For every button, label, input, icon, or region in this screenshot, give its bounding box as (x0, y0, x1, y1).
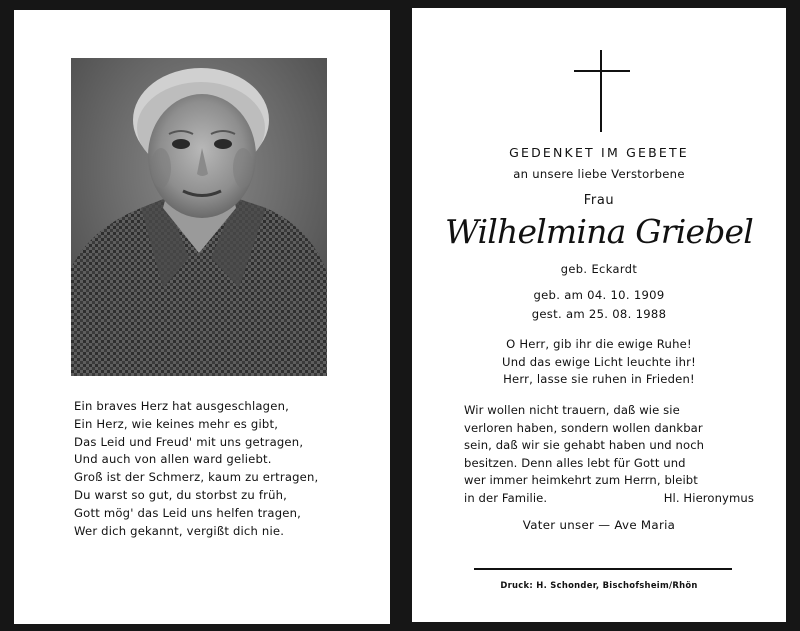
poem (74, 398, 374, 540)
quote-line-text: Wir wollen nicht trauern, daß wie sie (464, 403, 680, 417)
portrait-photo (71, 58, 327, 376)
quote-line (464, 455, 754, 473)
quote-line-text: verloren haben, sondern wollen dankbar (464, 420, 703, 435)
heading: GEDENKET IM GEBETE (509, 145, 689, 160)
maiden-name: geb. Eckardt (560, 262, 638, 276)
divider (474, 568, 732, 570)
quote-last-line: in der Familie. (464, 490, 548, 505)
left-card (14, 10, 390, 624)
quote-line (464, 437, 754, 455)
prayer-line: Herr, lasse sie ruhen in Frieden! (503, 372, 695, 387)
poem-line: Das Leid und Freud' mit uns getragen, (74, 434, 304, 449)
portrait-illustration (71, 58, 327, 376)
poem-line: Wer dich gekannt, vergißt dich nie. (74, 523, 285, 538)
cross-icon (574, 50, 630, 132)
quote-line-text: sein, daß wir sie gehabt haben und noch (464, 438, 705, 453)
printer-credit: Druck: H. Schonder, Bischofsheim/Rhön (500, 580, 698, 590)
poem-line: Gott mög' das Leid uns helfen tragen, (74, 505, 302, 520)
poem-line: Und auch von allen ward geliebt. (74, 452, 272, 467)
birth-date: geb. am 04. 10. 1909 (533, 288, 665, 302)
deceased-name: Wilhelmina Griebel (444, 212, 754, 251)
quote-author: Hl. Hieronymus (663, 490, 754, 505)
closing-line: Vater unser — Ave Maria (522, 518, 676, 532)
quote-line (464, 490, 754, 508)
poem-line: Du warst so gut, du storbst zu früh, (74, 487, 288, 502)
subheading: an unsere liebe Verstorbene (513, 167, 685, 181)
right-card (412, 8, 786, 622)
quote-line (464, 402, 754, 420)
quote (464, 402, 754, 508)
poem-line: Groß ist der Schmerz, kaum zu ertragen, (74, 470, 319, 485)
prayer-line: Und das ewige Licht leuchte ihr! (502, 354, 696, 369)
quote-line-text: besitzen. Denn alles lebt für Gott und (464, 455, 686, 470)
prayer (412, 336, 786, 389)
quote-line (464, 420, 754, 438)
poem-line: Ein Herz, wie keines mehr es gibt, (74, 416, 279, 431)
prayer-line: O Herr, gib ihr die ewige Ruhe! (506, 337, 692, 351)
poem-line: Ein braves Herz hat ausgeschlagen, (74, 399, 290, 413)
salutation: Frau (583, 193, 615, 208)
death-date: gest. am 25. 08. 1988 (531, 307, 667, 321)
quote-line (464, 472, 754, 490)
quote-line-text: wer immer heimkehrt zum Herrn, bleibt (464, 473, 698, 488)
